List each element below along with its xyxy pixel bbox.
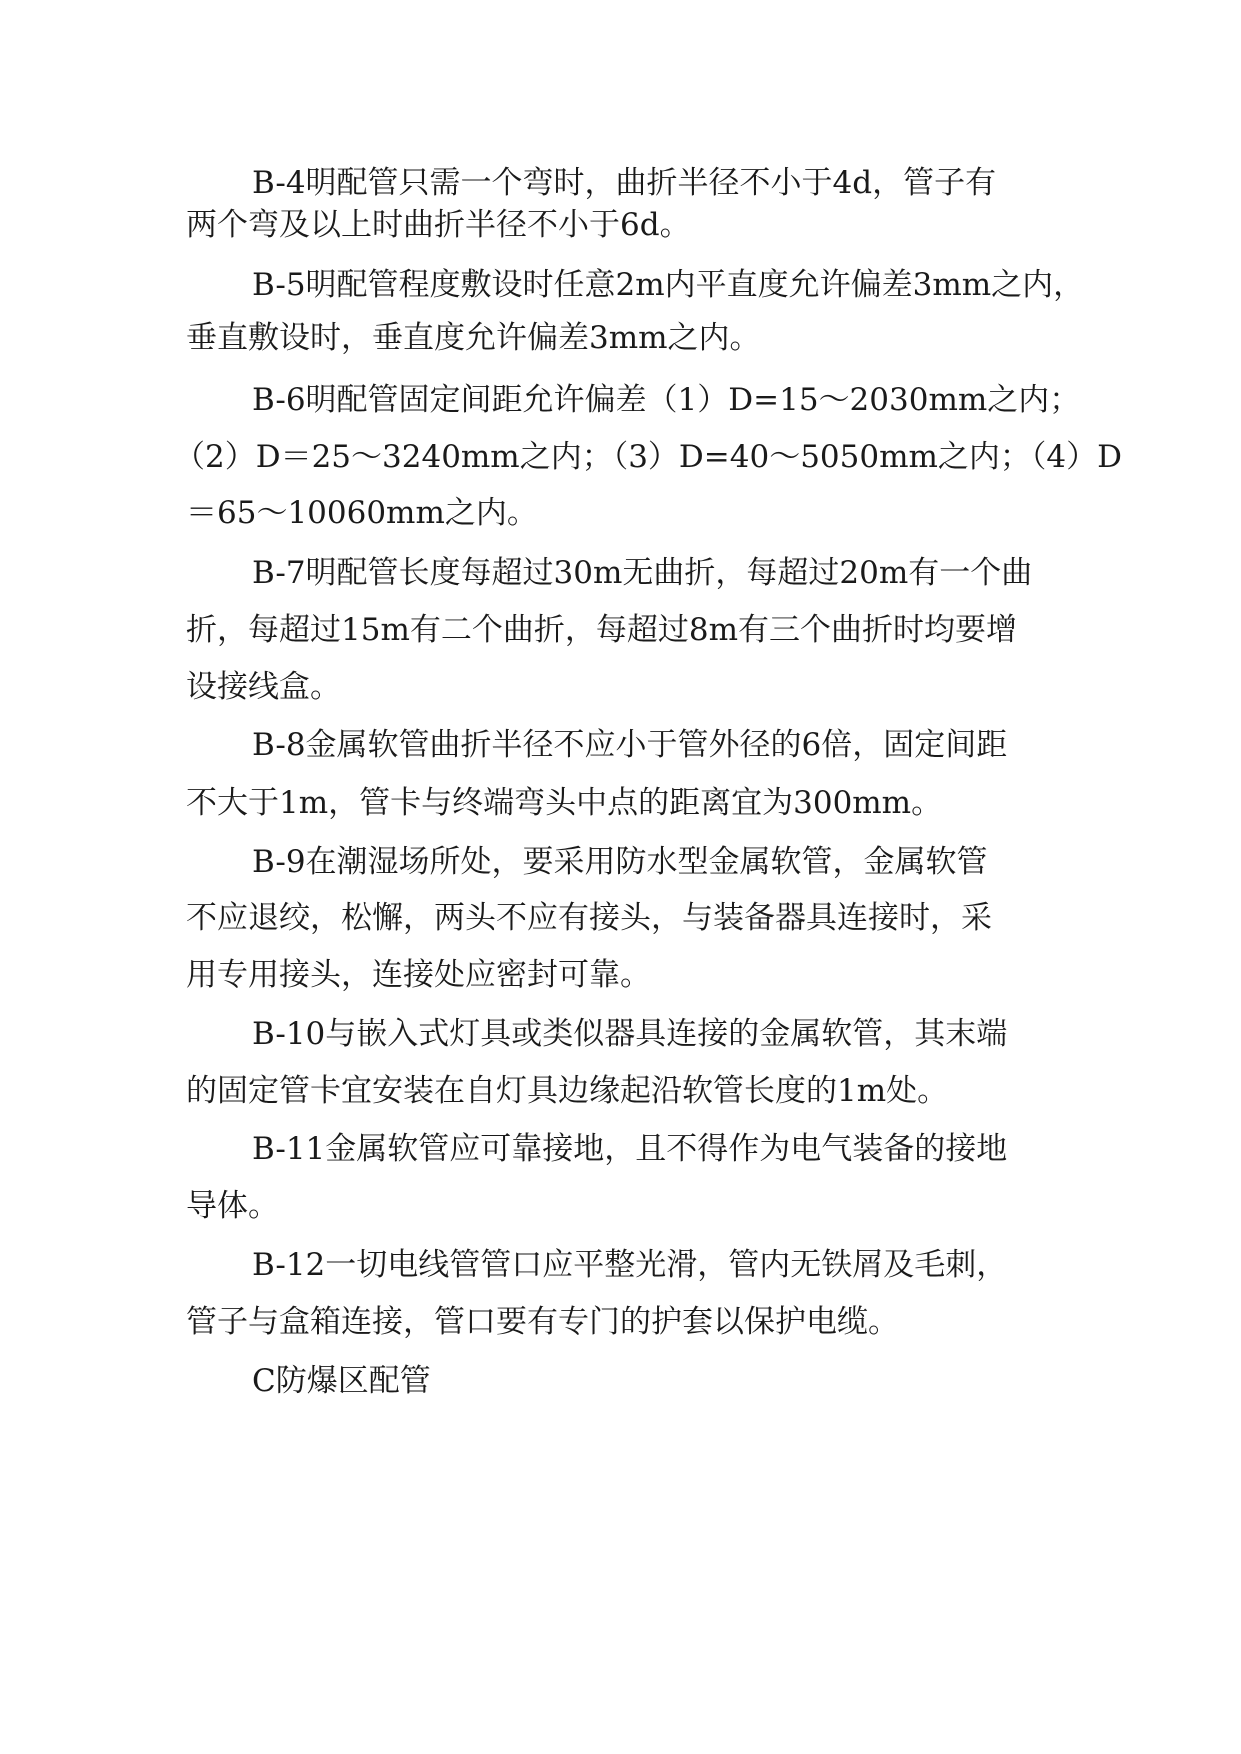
- paragraph-b6-line-3: ＝65～10060mm之内。: [186, 495, 538, 531]
- paragraph-b10-line-2: 的固定管卡宜安装在自灯具边缘起沿软管长度的1m处。: [186, 1073, 949, 1109]
- paragraph-b7-line-1: B-7明配管长度每超过30m无曲折，每超过20m有一个曲: [252, 555, 1033, 591]
- paragraph-b4-line-2: 两个弯及以上时曲折半径不小于6d。: [186, 207, 691, 243]
- section-heading-c: C防爆区配管: [252, 1363, 431, 1399]
- paragraph-b8-line-2: 不大于1m，管卡与终端弯头中点的距离宜为300mm。: [186, 785, 943, 821]
- paragraph-b6-line-1: B-6明配管固定间距允许偏差（1）D=15～2030mm之内；: [252, 382, 1081, 418]
- paragraph-b8-line-1: B-8金属软管曲折半径不应小于管外径的6倍，固定间距: [252, 727, 1008, 763]
- paragraph-b7-line-3: 设接线盒。: [186, 669, 341, 705]
- paragraph-b4-line-1: B-4明配管只需一个弯时，曲折半径不小于4d，管子有: [252, 165, 997, 201]
- paragraph-b5-line-1: B-5明配管程度敷设时任意2m内平直度允许偏差3mm之内，: [252, 267, 1085, 303]
- paragraph-b12-line-2: 管子与盒箱连接，管口要有专门的护套以保护电缆。: [186, 1304, 899, 1340]
- paragraph-b7-line-2: 折，每超过15m有二个曲折，每超过8m有三个曲折时均要增: [186, 612, 1017, 648]
- paragraph-b12-line-1: B-12一切电线管管口应平整光滑，管内无铁屑及毛刺，: [252, 1247, 1008, 1283]
- paragraph-b5-line-2: 垂直敷设时，垂直度允许偏差3mm之内。: [186, 320, 761, 356]
- paragraph-b9-line-1: B-9在潮湿场所处，要采用防水型金属软管，金属软管: [252, 844, 988, 880]
- paragraph-b6-line-2: （2）D＝25～3240mm之内；（3）D=40～5050mm之内；（4）D: [174, 439, 1122, 475]
- paragraph-b10-line-1: B-10与嵌入式灯具或类似器具连接的金属软管，其末端: [252, 1016, 1008, 1052]
- paragraph-b11-line-2: 导体。: [186, 1188, 279, 1224]
- paragraph-b9-line-3: 用专用接头，连接处应密封可靠。: [186, 957, 651, 993]
- paragraph-b9-line-2: 不应退绞，松懈，两头不应有接头，与装备器具连接时，采: [186, 900, 992, 936]
- paragraph-b11-line-1: B-11金属软管应可靠接地，且不得作为电气装备的接地: [252, 1131, 1008, 1167]
